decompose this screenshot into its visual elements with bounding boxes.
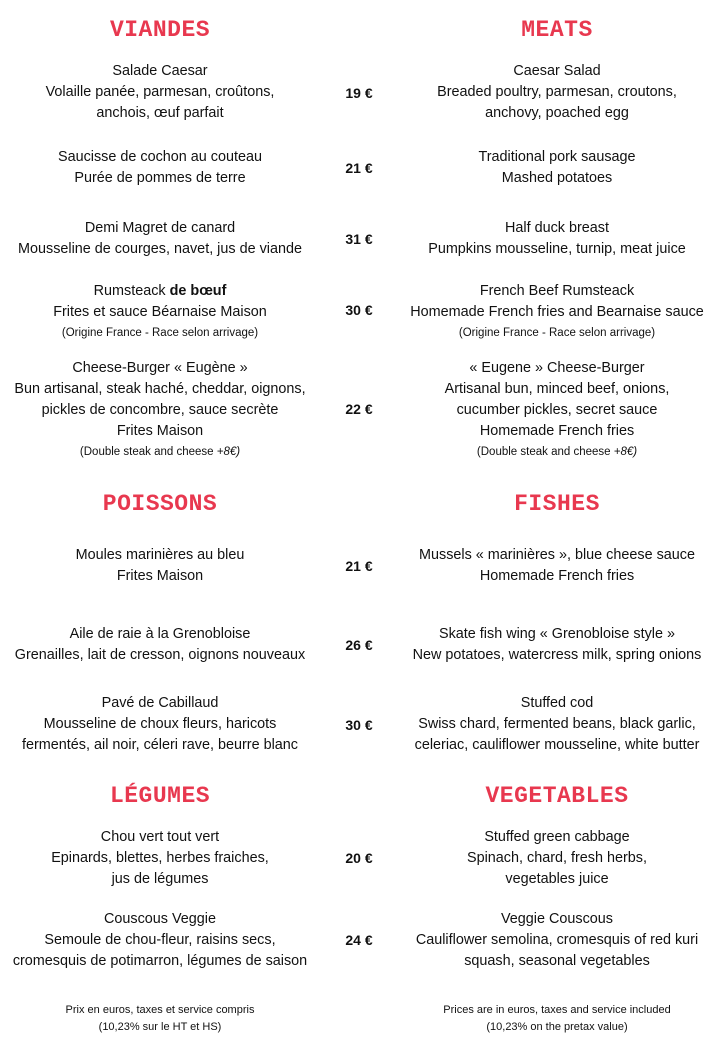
dish-title: Veggie Couscous [500,911,613,927]
dish-title: « Eugene » Cheese-Burger [469,360,645,376]
dish-fr-cabillaud [5,693,315,756]
section-title-legumes: LÉGUMES [109,783,211,809]
footer-line: (10,23% sur le HT et HS) [98,1021,222,1033]
dish-desc: pickles de concombre, sauce secrète [41,402,279,418]
dish-desc: anchois, œuf parfait [96,105,224,121]
dish-price: 19 € [345,85,373,101]
dish-desc: Mousseline de courges, navet, jus de viande [18,241,302,257]
dish-en-green-cabbage [402,827,712,890]
footer-note-fr [5,1002,315,1036]
dish-desc: cucumber pickles, secret sauce [456,402,658,418]
dish-en-duck-breast [402,218,712,260]
footer-note-en [402,1002,712,1036]
dish-price: 30 € [345,717,373,733]
dish-title: Couscous Veggie [103,911,216,927]
dish-desc: Mousseline de choux fleurs, haricots [43,716,277,732]
dish-fr-rumsteack [5,281,315,343]
dish-title [5,281,315,302]
dish-title: Aile de raie à la Grenobloise [69,626,251,642]
footer-line: Prix en euros, taxes et service compris [65,1004,255,1016]
dish-note: (Origine France - Race selon arrivage) [458,327,656,339]
dish-fr-moules [5,545,315,587]
dish-desc: Spinach, chard, fresh herbs, [467,850,647,866]
dish-desc: fermentés, ail noir, céleri rave, beurre blanc [22,737,298,753]
dish-title: Mussels « marinières », blue cheese sauce [419,547,695,563]
footer-line: (10,23% on the pretax value) [486,1021,628,1033]
dish-title: Salade Caesar [112,63,208,79]
dish-desc: Homemade French fries [479,423,635,439]
dish-desc: squash, seasonal vegetables [464,953,650,969]
dish-title: Half duck breast [505,220,609,236]
dish-desc: Epinards, blettes, herbes fraiches, [51,850,269,866]
dish-fr-chou-vert [5,827,315,890]
dish-title: Stuffed green cabbage [484,829,630,845]
dish-note-extra: +8€) [613,446,638,458]
dish-desc: Swiss chard, fermented beans, black garlic, [418,716,696,732]
footer-line: Prices are in euros, taxes and service included [443,1004,671,1016]
dish-price: 22 € [345,401,373,417]
section-title-meats: MEATS [521,17,593,43]
dish-title: French Beef Rumsteack [479,283,635,299]
dish-desc: Volaille panée, parmesan, croûtons, [45,84,275,100]
dish-title: Demi Magret de canard [84,220,236,236]
dish-note [5,442,315,462]
dish-fr-saucisse [5,147,315,189]
section-title-poissons: POISSONS [102,491,218,517]
dish-title: Cheese-Burger « Eugène » [72,360,248,376]
dish-fr-couscous [5,909,315,972]
dish-title: Caesar Salad [513,63,601,79]
dish-title: Moules marinières au bleu [75,547,245,563]
dish-en-pork-sausage [402,147,712,189]
dish-desc: Pumpkins mousseline, turnip, meat juice [428,241,686,257]
dish-en-veggie-couscous [402,909,712,972]
dish-desc: Frites Maison [116,568,204,584]
dish-note-part: (Double steak and cheese [79,446,217,458]
dish-fr-salade-caesar [5,61,315,124]
dish-desc: vegetables juice [505,871,609,887]
dish-title-bold: de bœuf [169,283,227,299]
dish-en-mussels [402,545,712,587]
dish-desc: Cauliflower semolina, cromesquis of red kuri [415,932,699,948]
dish-desc: Mashed potatoes [501,170,613,186]
dish-desc: anchovy, poached egg [485,105,629,121]
dish-en-skate-wing [402,624,712,666]
dish-fr-magret [5,218,315,260]
dish-fr-cheese-burger [5,358,315,462]
dish-desc: Purée de pommes de terre [74,170,246,186]
dish-price: 21 € [345,160,373,176]
dish-desc: Breaded poultry, parmesan, croutons, [437,84,677,100]
dish-desc: Homemade French fries and Bearnaise sauce [410,304,704,320]
dish-desc: Homemade French fries [479,568,635,584]
dish-desc: Frites Maison [116,423,204,439]
dish-price: 26 € [345,637,373,653]
section-title-fishes: FISHES [514,491,600,517]
dish-price: 30 € [345,302,373,318]
dish-title: Stuffed cod [520,695,594,711]
dish-desc: celeriac, cauliflower mousseline, white butter [414,737,700,753]
dish-note [402,442,712,462]
dish-title: Chou vert tout vert [100,829,220,845]
dish-price: 24 € [345,932,373,948]
dish-note-extra: +8€) [216,446,241,458]
dish-desc: New potatoes, watercress milk, spring onions [412,647,702,663]
section-title-vegetables: VEGETABLES [485,783,629,809]
dish-en-stuffed-cod [402,693,712,756]
dish-note: (Origine France - Race selon arrivage) [61,327,259,339]
dish-en-caesar-salad [402,61,712,124]
dish-price: 20 € [345,850,373,866]
dish-price: 21 € [345,558,373,574]
dish-desc: Grenailles, lait de cresson, oignons nouveaux [14,647,306,663]
dish-title-part: Rumsteack [93,283,170,299]
dish-en-beef-rumsteack [402,281,712,343]
dish-desc: jus de légumes [111,871,209,887]
dish-title: Saucisse de cochon au couteau [57,149,262,165]
dish-desc: Bun artisanal, steak haché, cheddar, oignons, [14,381,306,397]
dish-desc: Artisanal bun, minced beef, onions, [444,381,670,397]
dish-desc: Frites et sauce Béarnaise Maison [53,304,267,320]
dish-desc: Semoule de chou-fleur, raisins secs, [44,932,276,948]
dish-title: Traditional pork sausage [478,149,636,165]
dish-desc: cromesquis de potimarron, légumes de saison [12,953,308,969]
dish-en-cheese-burger [402,358,712,462]
dish-fr-aile-de-raie [5,624,315,666]
dish-note-part: (Double steak and cheese [476,446,614,458]
section-title-viandes: VIANDES [109,17,211,43]
dish-price: 31 € [345,231,373,247]
dish-title: Skate fish wing « Grenobloise style » [439,626,675,642]
dish-title: Pavé de Cabillaud [101,695,219,711]
